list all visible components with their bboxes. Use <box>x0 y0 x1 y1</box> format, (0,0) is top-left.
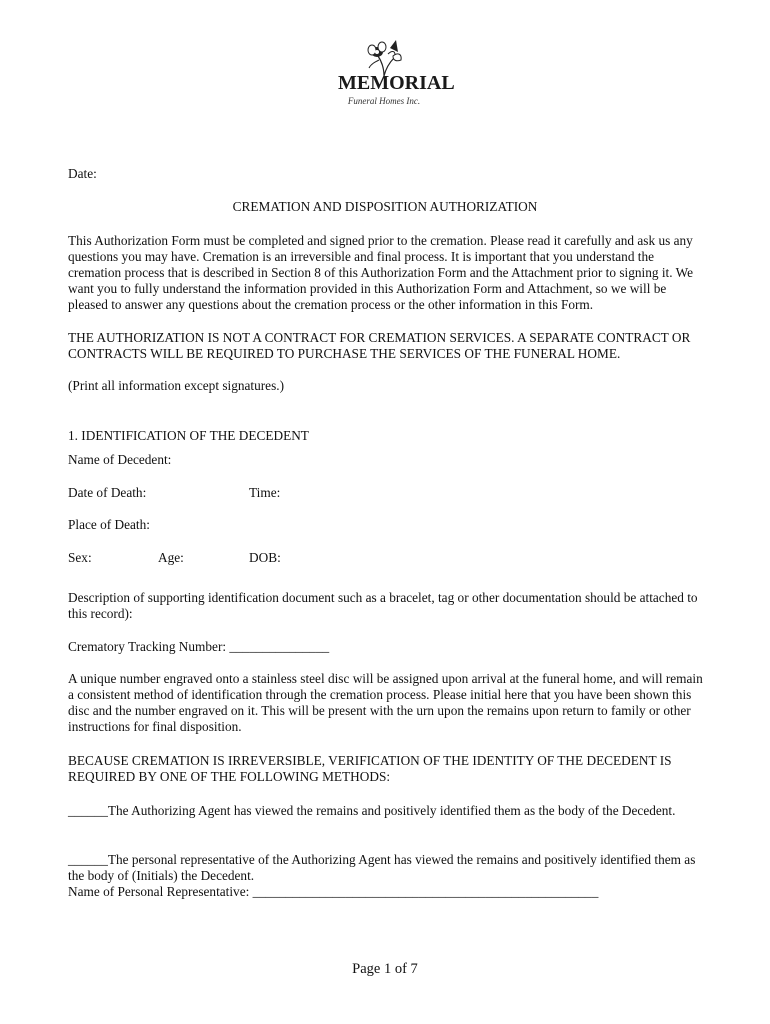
notice-paragraph: THE AUTHORIZATION IS NOT A CONTRACT FOR CREMATION SERVICES. A SEPARATE CONTRACT OR CONTRACTS WILL BE REQUIRED TO PURCHASE THE SERVICES OF THE FUNERAL HOME. <box>68 330 691 361</box>
print-note: (Print all information except signatures.) <box>68 378 285 393</box>
logo-brand: MEMORIAL <box>338 72 455 94</box>
intro-paragraph: This Authorization Form must be completed and signed prior to the cremation. Please read it carefully and ask us any questions you may have. Cremation is an irreversible and final process. It is important that you understand the cremation process that is described in Section 8 of this Authorization Form and the Attachment prior to signing it. We want you to fully understand the information provided in this Authorization Form and Attachment, so we will be pleased to answer any questions about the cremation process or the other information in this Form. <box>68 233 693 312</box>
disc-paragraph: A unique number engraved onto a stainless steel disc will be assigned upon arrival at the funeral home, and will remain a consistent method of identification through the cremation process. Please initial here that you have been shown this disc and the number engraved on it. This will be present with the urn upon the remains upon return to family or other instructions for final disposition. <box>68 671 703 734</box>
place-of-death-label: Place of Death: <box>68 517 150 532</box>
date-label: Date: <box>68 166 97 181</box>
name-of-decedent-label: Name of Decedent: <box>68 452 172 467</box>
id-document-description: Description of supporting identification document such as a bracelet, tag or other documentation should be attached to this record): <box>68 590 698 621</box>
document-title: CREMATION AND DISPOSITION AUTHORIZATION <box>232 199 538 214</box>
company-logo <box>338 38 455 112</box>
section1-heading: 1. IDENTIFICATION OF THE DECEDENT <box>68 428 309 443</box>
sex-label: Sex: <box>68 550 92 565</box>
age-label: Age: <box>158 550 184 565</box>
page-number: Page 1 of 7 <box>352 961 418 977</box>
time-label: Time: <box>249 485 281 500</box>
personal-representative-name: Name of Personal Representative: ____________________________________________________ <box>68 884 599 899</box>
crematory-tracking-number: Crematory Tracking Number: _______________ <box>68 639 330 654</box>
verification-option-1: ______The Authorizing Agent has viewed the remains and positively identified them as the body of the Decedent. <box>68 803 676 818</box>
verification-option-2: ______The personal representative of the Authorizing Agent has viewed the remains and positively identified them as the body of (Initials) the Decedent. <box>68 852 696 883</box>
date-of-death-label: Date of Death: <box>68 485 147 500</box>
logo-tagline: Funeral Homes Inc. <box>347 96 421 106</box>
verification-notice: BECAUSE CREMATION IS IRREVERSIBLE, VERIFICATION OF THE IDENTITY OF THE DECEDENT IS REQUIRED BY ONE OF THE FOLLOWING METHODS: <box>68 753 672 784</box>
dob-label: DOB: <box>249 550 281 565</box>
